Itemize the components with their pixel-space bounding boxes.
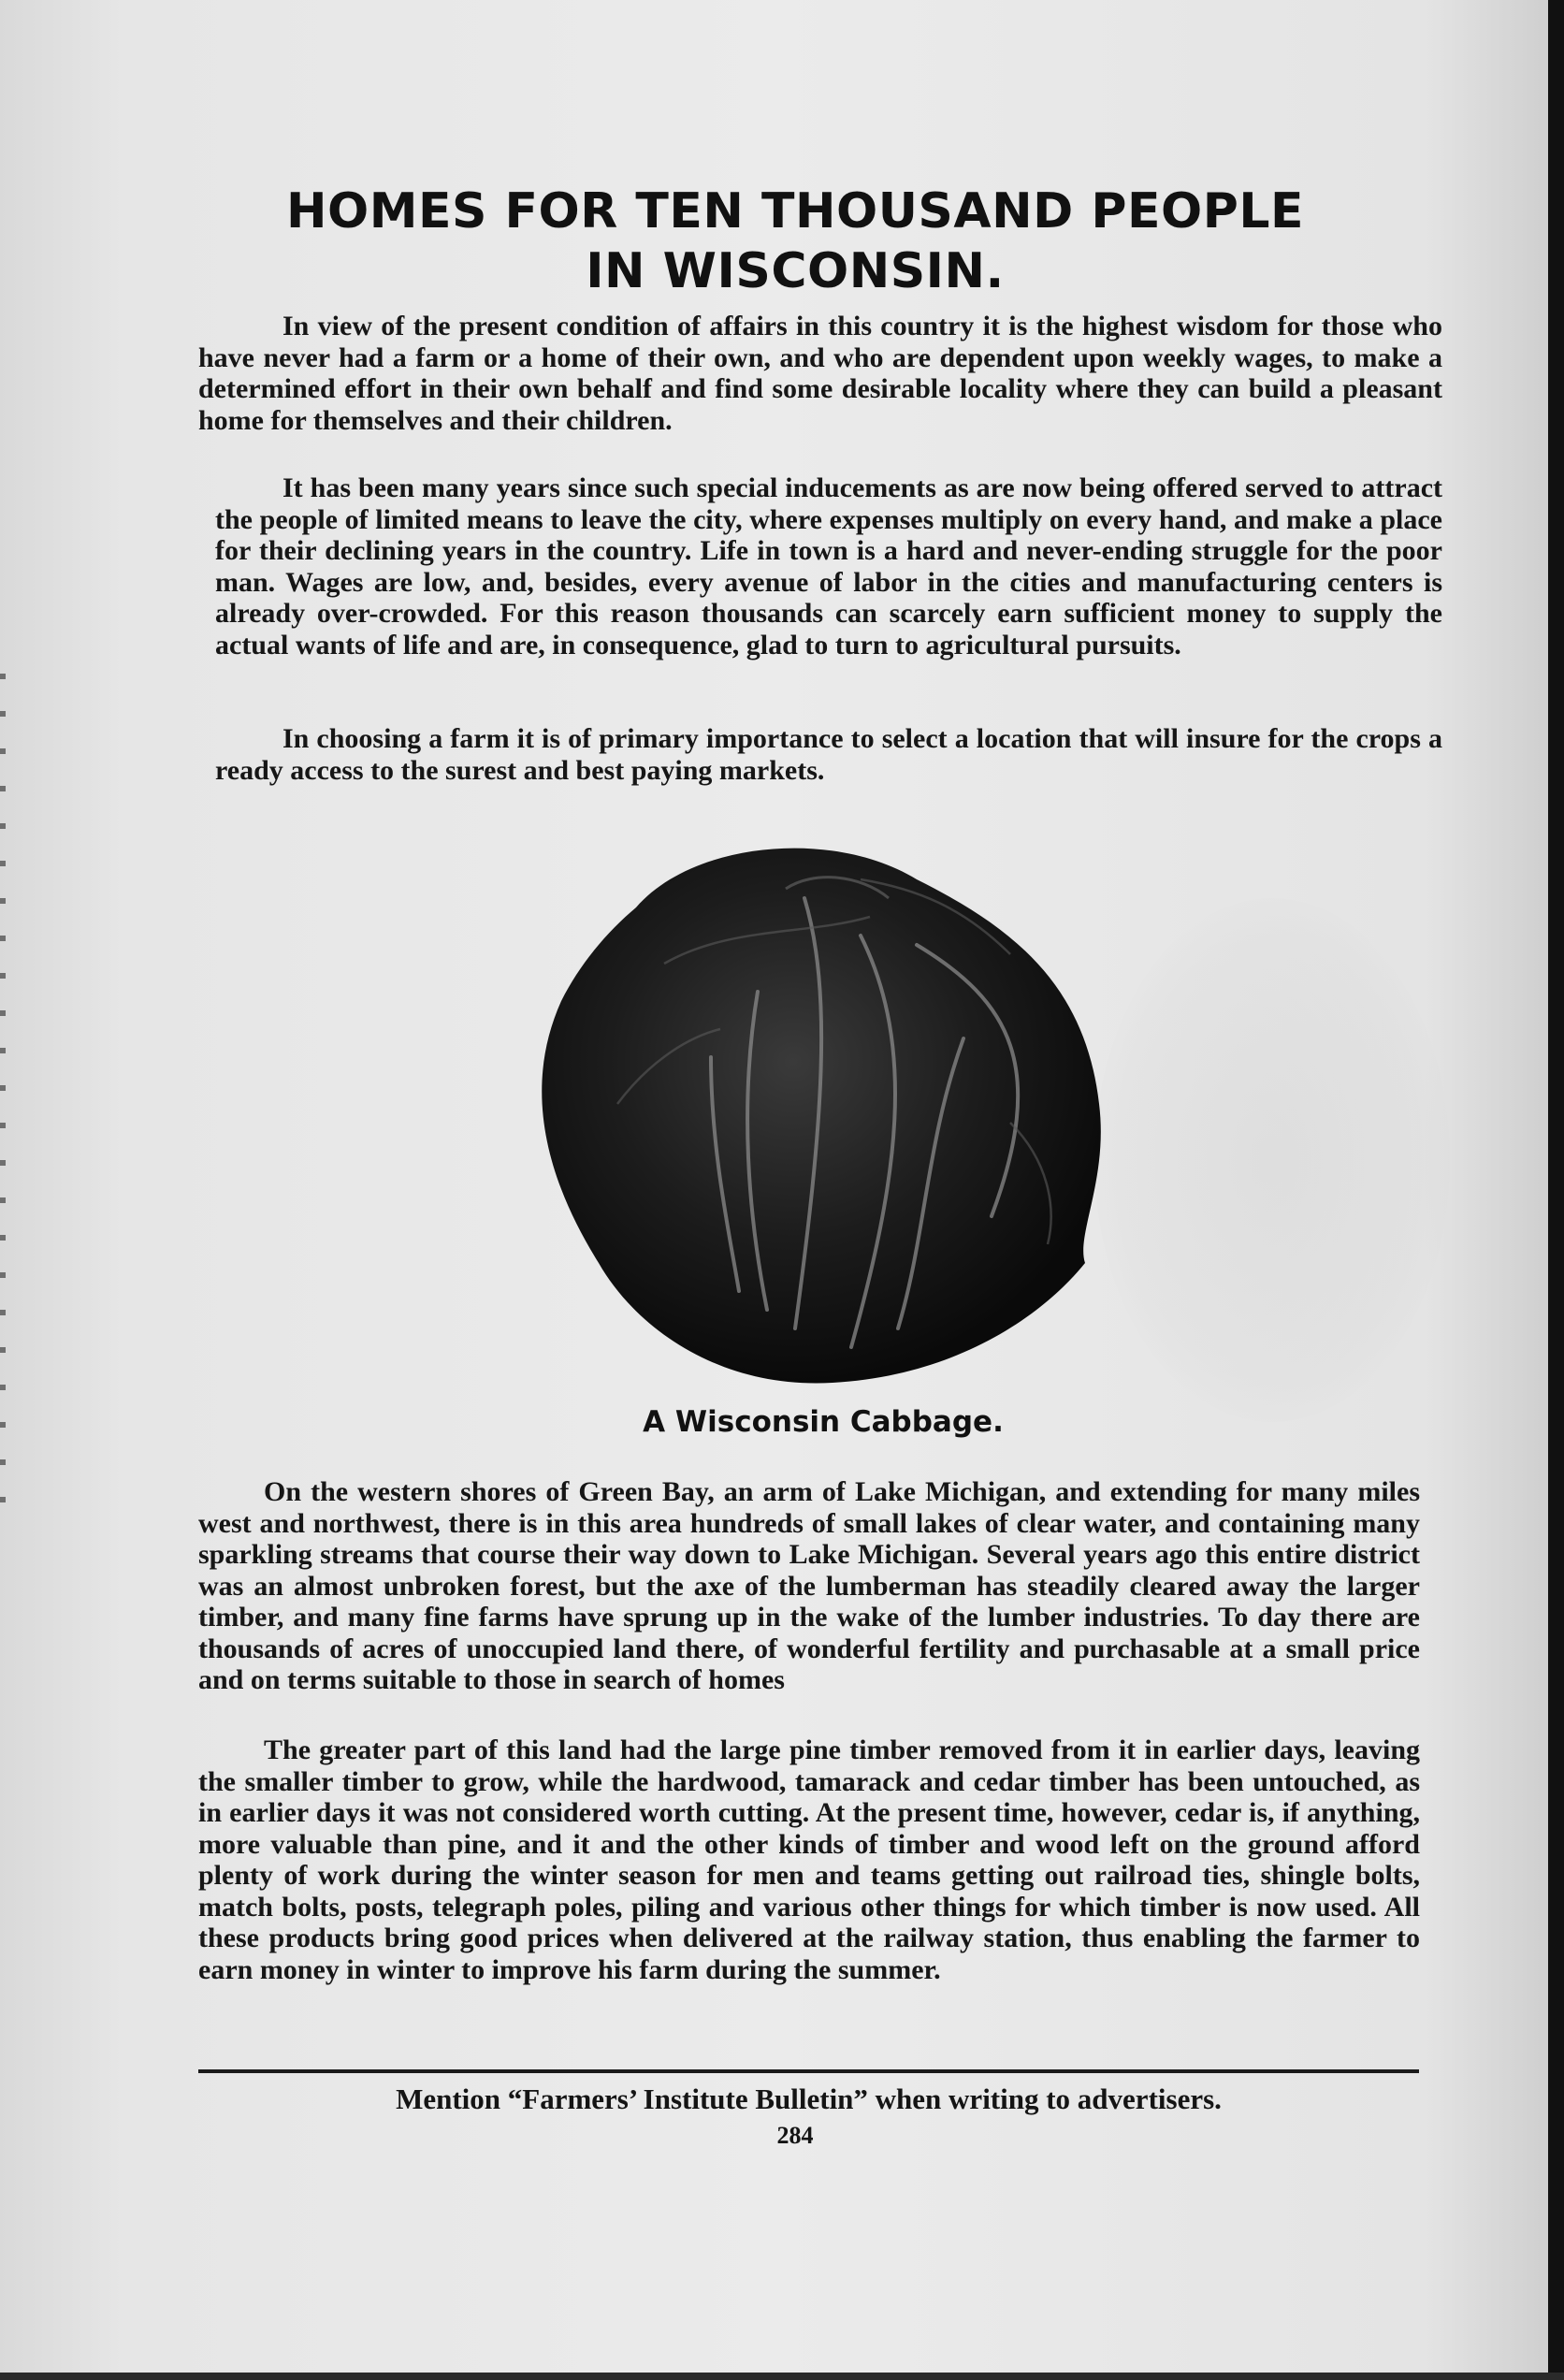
paragraph-4: On the western shores of Green Bay, an arm of Lake Michigan, and extending for many miles west and northwest, there is in this area hundreds of small lakes of clear water, and containing many sparkling streams that course their way down to Lake Michigan. Several years ago this entire district was an almost unbroken forest, but the axe of the lumberman has steadily cleared away the larger timber, and many fine farms have sprung up in the wake of the lumber industries. To day there are thousands of acres of unoccupied land there, of wonderful fertility and purchasable at a small price and on terms suitable to those in search of homes: [198, 1476, 1420, 1695]
paragraph-5: The greater part of this land had the large pine timber removed from it in earlier days, leaving the smaller timber to grow, while the hardwood, tamarack and cedar timber has been untouched, as in earlier days it was not considered worth cutting. At the present time, however, cedar is, if anything, more valuable than pine, and it and the other kinds of timber and wood left on the ground afford plenty of work during the winter season for men and teams getting out railroad ties, shingle bolts, match bolts, posts, telegraph poles, piling and various other things for which timber is now used. All these products bring good prices when delivered at the railway station, thus enabling the farmer to earn money in winter to improve his farm during the summer.: [198, 1734, 1420, 1985]
page-number: 284: [776, 2122, 814, 2149]
scan-edge-right: [1548, 0, 1564, 2380]
footer-rule: [198, 2069, 1419, 2073]
page-title-line-1: HOMES FOR TEN THOUSAND PEOPLE: [285, 183, 1305, 239]
paragraph-1: In view of the present condition of affairs in this country it is the highest wisdom for those who have never had a farm or a home of their own, and who are dependent upon weekly wages, to make a determined effort in their own behalf and find some desirable locality where they can build a pleasant home for themselves and their children.: [198, 311, 1442, 436]
bleed-through-shadow: [1094, 898, 1450, 1422]
paragraph-2: It has been many years since such special inducements as are now being offered served to attract the people of limited means to leave the city, where expenses multiply on every hand, and make a place for their declining years in the country. Life in town is a hard and never-ending struggle for the poor man. Wages are low, and, besides, every avenue of labor in the cities and manufacturing centers is already over-crowded. For this reason thousands can scarcely earn sufficient money to supply the actual wants of life and are, in consequence, glad to turn to agricultural pursuits.: [215, 472, 1442, 660]
scan-edge-bottom: [0, 2373, 1564, 2380]
footer-mention: Mention “Farmers’ Institute Bulletin” when writing to advertisers.: [396, 2082, 1222, 2115]
paragraph-3: In choosing a farm it is of primary importance to select a location that will insure for the crops a ready access to the surest and best paying markets.: [215, 723, 1442, 786]
page-title-line-2: IN WISCONSIN.: [586, 243, 1005, 299]
cabbage-photo: [524, 823, 1122, 1385]
figure-caption: A Wisconsin Cabbage.: [643, 1405, 1004, 1439]
binding-marks: [0, 674, 6, 1516]
